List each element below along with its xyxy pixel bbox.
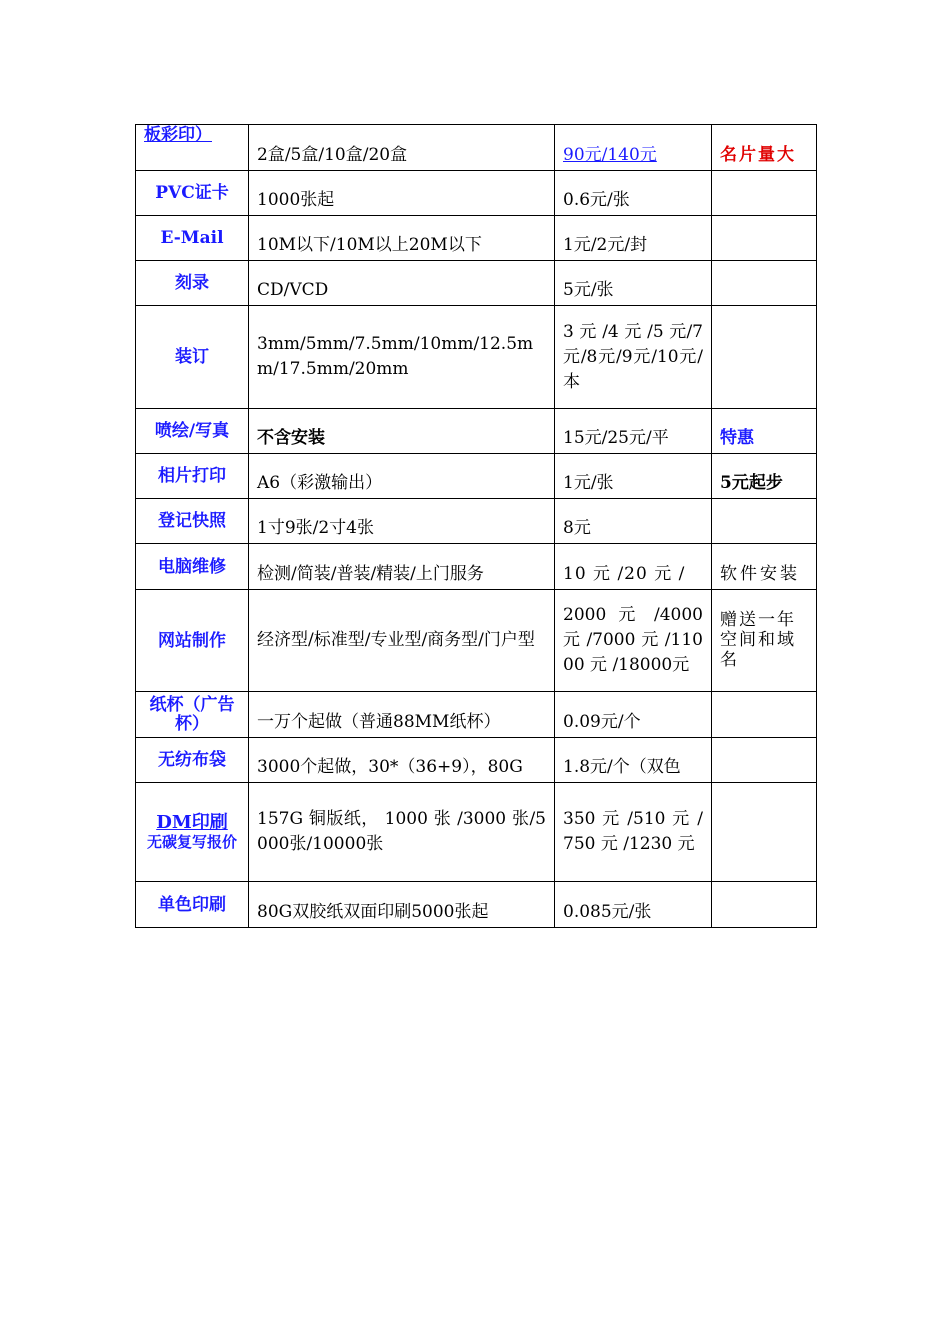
table-row (136, 216, 817, 261)
item-spec: 经济型/标准型/专业型/商务型/门户型 (249, 590, 555, 692)
item-name: 网站制作 (136, 590, 249, 692)
item-price: 350 元 /510 元 /750 元 /1230 元 (555, 783, 712, 882)
item-spec: 1000张起 (249, 171, 555, 216)
table-row (136, 544, 817, 590)
item-price-link[interactable]: 90元/140元 (563, 145, 657, 165)
item-price: 1.8元/个（双色 (555, 738, 712, 783)
item-name: 无纺布袋 (136, 738, 249, 783)
item-spec: A6（彩激输出） (249, 454, 555, 499)
item-price: 15元/25元/平 (555, 409, 712, 454)
item-note: 5元起步 (712, 454, 817, 499)
item-price: 0.085元/张 (555, 882, 712, 928)
item-name-link[interactable]: DM印刷 (156, 811, 228, 833)
item-name: 相片打印 (136, 454, 249, 499)
table-row (136, 125, 817, 171)
item-name-sub: 无碳复写报价 (146, 832, 237, 851)
table-row (136, 882, 817, 928)
item-spec: 3000个起做，30*（36+9），80G (249, 738, 555, 783)
item-name: 刻录 (136, 261, 249, 306)
item-spec: 检测/简装/普装/精装/上门服务 (249, 544, 555, 590)
item-name: 登记快照 (136, 499, 249, 544)
item-price: 5元/张 (555, 261, 712, 306)
item-spec: 80G双胶纸双面印刷5000张起 (249, 882, 555, 928)
item-note (712, 882, 817, 928)
table-row (136, 590, 817, 692)
item-note: 特惠 (712, 409, 817, 454)
item-spec: 1寸9张/2寸4张 (249, 499, 555, 544)
item-price: 1元/2元/封 (555, 216, 712, 261)
table-row (136, 738, 817, 783)
item-note: 名片量大 (712, 125, 817, 171)
item-spec: 不含安装 (249, 409, 555, 454)
table-row (136, 171, 817, 216)
item-spec: 157G 铜版纸， 1000 张 /3000 张/5000张/10000张 (249, 783, 555, 882)
item-name: 喷绘/写真 (136, 409, 249, 454)
item-note: 软件安装 (712, 544, 817, 590)
table-row (136, 499, 817, 544)
table-row (136, 692, 817, 738)
table-row (136, 783, 817, 882)
table-row (136, 261, 817, 306)
item-price: 8元 (555, 499, 712, 544)
item-note (712, 783, 817, 882)
table-row (136, 409, 817, 454)
table-row (136, 454, 817, 499)
item-name-link[interactable]: 板彩印） (144, 125, 212, 145)
item-spec: 一万个起做（普通88MM纸杯） (249, 692, 555, 738)
item-spec: CD/VCD (249, 261, 555, 306)
item-note (712, 692, 817, 738)
item-name: 单色印刷 (136, 882, 249, 928)
item-note (712, 171, 817, 216)
item-name (136, 125, 249, 171)
item-name: 装订 (136, 306, 249, 409)
item-spec: 10M以下/10M以上20M以下 (249, 216, 555, 261)
item-price: 2000 元 /4000 元 /7000 元 /11000 元 /18000元 (555, 590, 712, 692)
item-name: 电脑维修 (136, 544, 249, 590)
item-note (712, 216, 817, 261)
item-note: 赠送一年空间和域名 (712, 590, 817, 692)
price-table (135, 124, 817, 928)
item-price: 3 元 /4 元 /5 元/7元/8元/9元/10元/本 (555, 306, 712, 409)
item-note (712, 738, 817, 783)
item-price (555, 125, 712, 171)
item-name: 纸杯（广告杯） (136, 692, 249, 738)
item-note (712, 306, 817, 409)
item-price: 0.09元/个 (555, 692, 712, 738)
item-note (712, 261, 817, 306)
item-spec: 3mm/5mm/7.5mm/10mm/12.5mm/17.5mm/20mm (249, 306, 555, 409)
item-price: 10 元 /20 元 / (555, 544, 712, 590)
item-name: PVC证卡 (136, 171, 249, 216)
item-spec: 2盒/5盒/10盒/20盒 (249, 125, 555, 171)
item-price: 0.6元/张 (555, 171, 712, 216)
item-name (136, 783, 249, 882)
item-note (712, 499, 817, 544)
item-price: 1元/张 (555, 454, 712, 499)
item-name: E-Mail (136, 216, 249, 261)
table-row (136, 306, 817, 409)
